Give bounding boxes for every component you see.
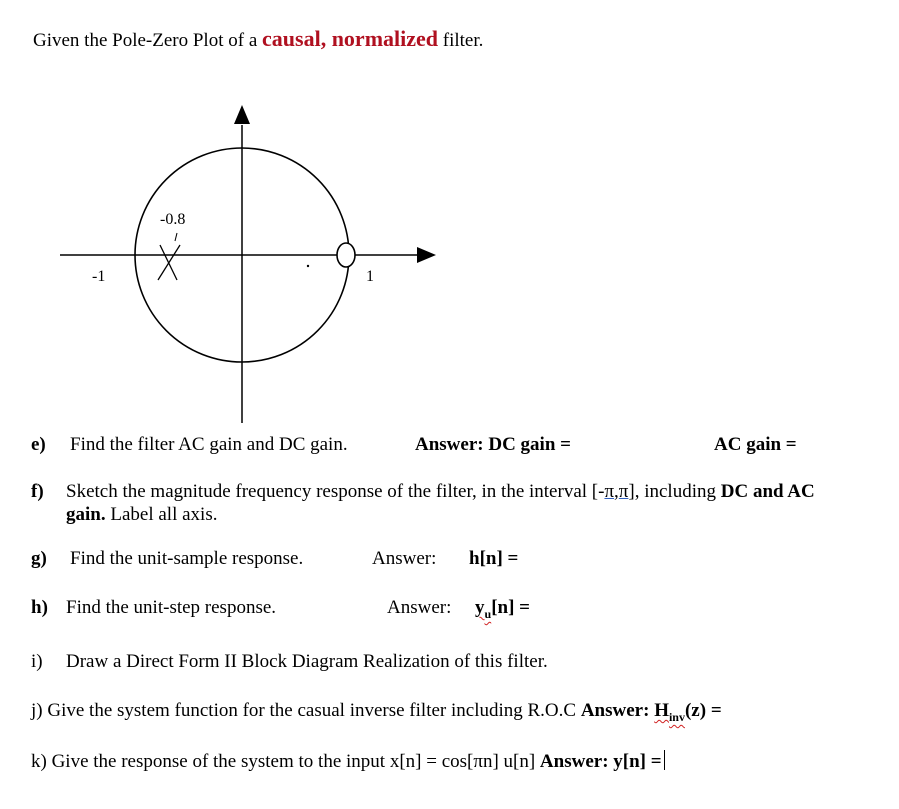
- unit-step-sub: u: [484, 606, 492, 621]
- question-f-text-c: Label all axis.: [105, 504, 218, 525]
- question-f-text-b: ], including: [628, 481, 721, 502]
- question-h-text: Find the unit-step response.: [66, 597, 277, 618]
- question-e-label: e): [31, 434, 46, 455]
- interval-comma: ,: [614, 481, 619, 502]
- interval-pi-start: π: [604, 481, 615, 502]
- question-j-label: j): [31, 700, 43, 721]
- question-f-bold-2: gain.: [66, 504, 106, 525]
- left-axis-label: -1: [92, 268, 106, 285]
- pole-marker-stroke-2: [158, 245, 180, 280]
- question-i: [31, 651, 548, 673]
- pole-label: -0.8: [160, 211, 186, 228]
- inverse-sub: inv: [668, 709, 685, 724]
- question-h-answer-word: Answer:: [387, 597, 452, 618]
- dot-mark: [307, 265, 309, 267]
- question-h: [31, 597, 530, 621]
- intro-suffix: filter.: [438, 30, 484, 51]
- inverse-rest: (z) =: [684, 700, 722, 721]
- imaginary-axis-arrow: [234, 105, 250, 124]
- question-k-label: k): [31, 751, 47, 772]
- question-g-text: Find the unit-sample response.: [70, 548, 304, 569]
- question-j-text: Give the system function for the casual inverse filter including R.O.C: [47, 700, 581, 721]
- text-cursor: [664, 750, 665, 770]
- question-k: [31, 750, 665, 773]
- intro-text: [33, 26, 483, 52]
- question-f-label: f): [31, 481, 44, 502]
- question-f-bold-1: DC and AC: [720, 481, 815, 502]
- question-k-text: Give the response of the system to the input x[n] = cos[πn] u[n]: [51, 751, 540, 772]
- question-h-label: h): [31, 597, 48, 618]
- unit-step-rest: [n] =: [491, 597, 530, 618]
- response-answer: Answer: y[n] =: [539, 751, 662, 772]
- unit-sample-answer: h[n] =: [469, 548, 519, 569]
- dc-gain-answer: Answer: DC gain =: [415, 434, 571, 455]
- intro-prefix: Given the Pole-Zero Plot of a: [33, 30, 263, 51]
- interval-pi-end: π: [618, 481, 629, 502]
- inverse-filter-answer: [580, 700, 722, 724]
- question-f: [31, 480, 815, 526]
- ac-gain-answer: AC gain =: [714, 434, 797, 455]
- real-axis-arrow: [417, 247, 436, 263]
- pole-tick-mark: [175, 233, 177, 241]
- unit-step-answer: [475, 597, 530, 622]
- question-e: [31, 434, 797, 456]
- pole-zero-plot: [40, 95, 460, 430]
- question-e-text: Find the filter AC gain and DC gain.: [70, 434, 348, 455]
- zero-marker: [337, 243, 355, 267]
- intro-highlight: causal, normalized: [262, 26, 439, 51]
- question-g-label: g): [31, 548, 47, 569]
- right-axis-label: 1: [366, 268, 374, 285]
- question-g-answer-word: Answer:: [372, 548, 437, 569]
- question-j: [31, 700, 722, 725]
- inverse-answer-word: Answer:: [580, 700, 655, 721]
- question-f-text-a: Sketch the magnitude frequency response of the filter, in the interval [-: [66, 481, 605, 502]
- inverse-h: H: [654, 700, 669, 721]
- question-i-text: Draw a Direct Form II Block Diagram Realization of this filter.: [66, 651, 548, 672]
- unit-step-y: y: [475, 597, 485, 618]
- question-i-label: i): [31, 651, 43, 672]
- question-g: [31, 548, 519, 570]
